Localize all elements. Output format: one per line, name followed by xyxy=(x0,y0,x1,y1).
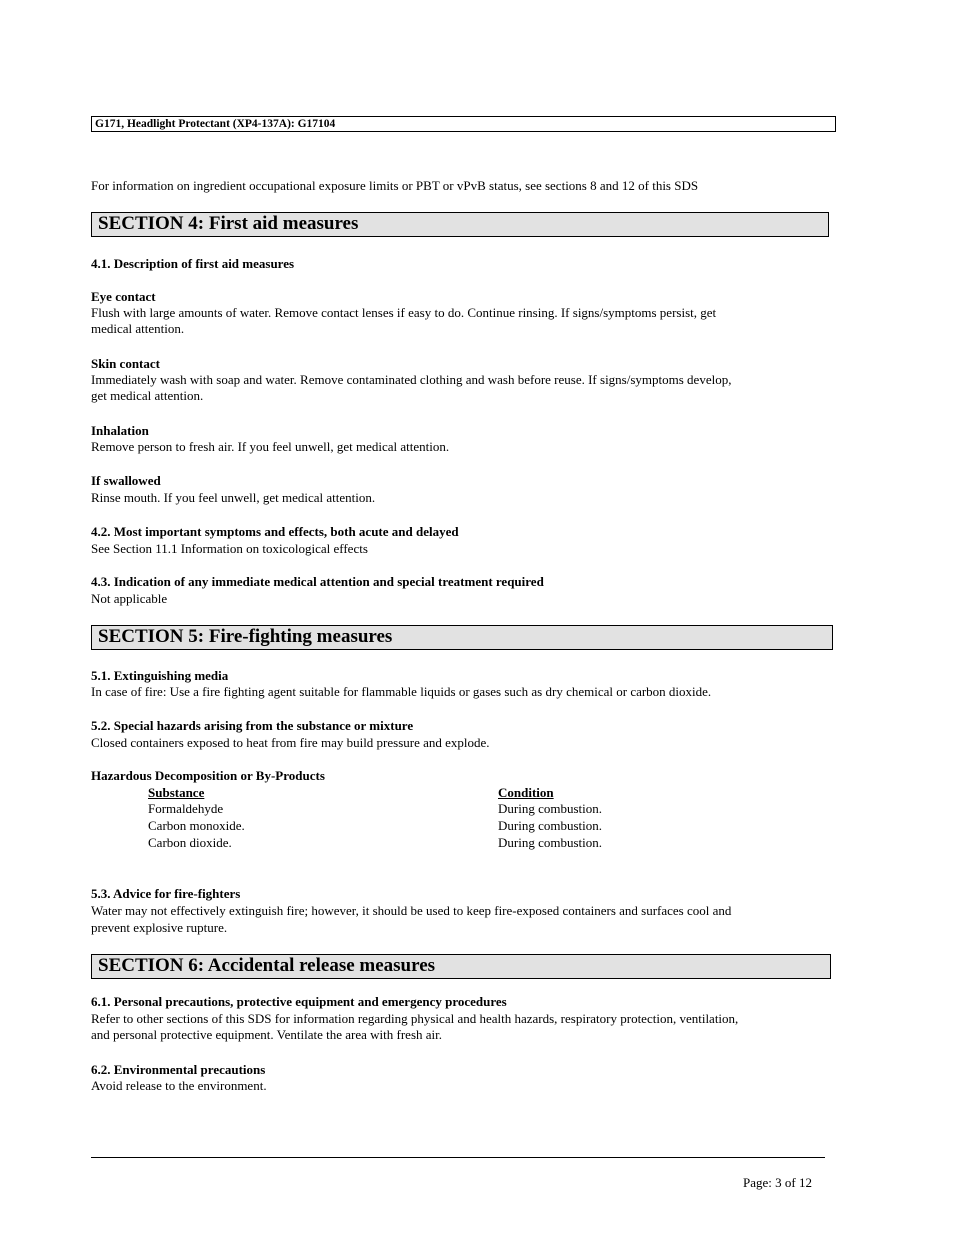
subsection-6-1-text-line1: Refer to other sections of this SDS for information regarding physical and health hazards, respiratory protection, ventilation, xyxy=(91,1011,739,1026)
subsection-4-2-text: See Section 11.1 Information on toxicological effects xyxy=(91,541,368,556)
subsection-4-2-heading: 4.2. Most important symptoms and effects, both acute and delayed xyxy=(91,524,459,539)
section-5-title: SECTION 5: Fire-fighting measures xyxy=(91,625,833,650)
section-4-title: SECTION 4: First aid measures xyxy=(91,212,829,237)
subsection-5-3-heading: 5.3. Advice for fire-fighters xyxy=(91,886,241,901)
skin-contact-text-line2: get medical attention. xyxy=(91,388,204,403)
inhalation-text: Remove person to fresh air. If you feel unwell, get medical attention. xyxy=(91,439,450,454)
eye-contact-text-line1: Flush with large amounts of water. Remove contact lenses if easy to do. Continue rinsing. If signs/symptoms persist, get xyxy=(91,305,717,320)
document-header: G171, Headlight Protectant (XP4-137A): G17104 xyxy=(91,116,836,132)
hazardous-decomposition-heading: Hazardous Decomposition or By-Products xyxy=(91,768,325,783)
eye-contact-heading: Eye contact xyxy=(91,289,156,304)
if-swallowed-heading: If swallowed xyxy=(91,473,161,488)
table-cell-condition: During combustion. xyxy=(498,818,602,833)
table-cell-substance: Formaldehyde xyxy=(148,801,224,816)
subsection-4-3-text: Not applicable xyxy=(91,591,168,606)
if-swallowed-text: Rinse mouth. If you feel unwell, get medical attention. xyxy=(91,490,376,505)
subsection-6-1-text-line2: and personal protective equipment. Ventilate the area with fresh air. xyxy=(91,1027,442,1042)
subsection-4-3-heading: 4.3. Indication of any immediate medical attention and special treatment required xyxy=(91,574,544,589)
subsection-4-1-heading: 4.1. Description of first aid measures xyxy=(91,256,295,271)
table-cell-condition: During combustion. xyxy=(498,835,602,850)
eye-contact-text-line2: medical attention. xyxy=(91,321,185,336)
footer-divider xyxy=(91,1157,825,1158)
skin-contact-text-line1: Immediately wash with soap and water. Remove contaminated clothing and wash before reuse. If signs/symptoms develop, xyxy=(91,372,732,387)
section-6-title: SECTION 6: Accidental release measures xyxy=(91,954,831,979)
table-cell-condition: During combustion. xyxy=(498,801,602,816)
subsection-5-3-text-line2: prevent explosive rupture. xyxy=(91,920,228,935)
skin-contact-heading: Skin contact xyxy=(91,356,160,371)
subsection-5-2-text: Closed containers exposed to heat from fire may build pressure and explode. xyxy=(91,735,490,750)
subsection-6-2-text: Avoid release to the environment. xyxy=(91,1078,267,1093)
subsection-5-3-text-line1: Water may not effectively extinguish fire; however, it should be used to keep fire-exposed containers and surfaces cool and xyxy=(91,903,732,918)
inhalation-heading: Inhalation xyxy=(91,423,149,438)
subsection-6-2-heading: 6.2. Environmental precautions xyxy=(91,1062,266,1077)
intro-note: For information on ingredient occupational exposure limits or PBT or vPvB status, see sections 8 and 12 of this SDS xyxy=(91,178,699,193)
table-cell-substance: Carbon monoxide. xyxy=(148,818,245,833)
subsection-5-1-heading: 5.1. Extinguishing media xyxy=(91,668,229,683)
subsection-6-1-heading: 6.1. Personal precautions, protective equipment and emergency procedures xyxy=(91,994,507,1009)
page-number: Page: 3 of 12 xyxy=(743,1175,812,1190)
table-cell-substance: Carbon dioxide. xyxy=(148,835,232,850)
subsection-5-1-text: In case of fire: Use a fire fighting agent suitable for flammable liquids or gases such as dry chemical or carbon dioxide. xyxy=(91,684,712,699)
subsection-5-2-heading: 5.2. Special hazards arising from the substance or mixture xyxy=(91,718,414,733)
table-header-condition: Condition xyxy=(498,785,554,800)
table-header-substance: Substance xyxy=(148,785,205,800)
